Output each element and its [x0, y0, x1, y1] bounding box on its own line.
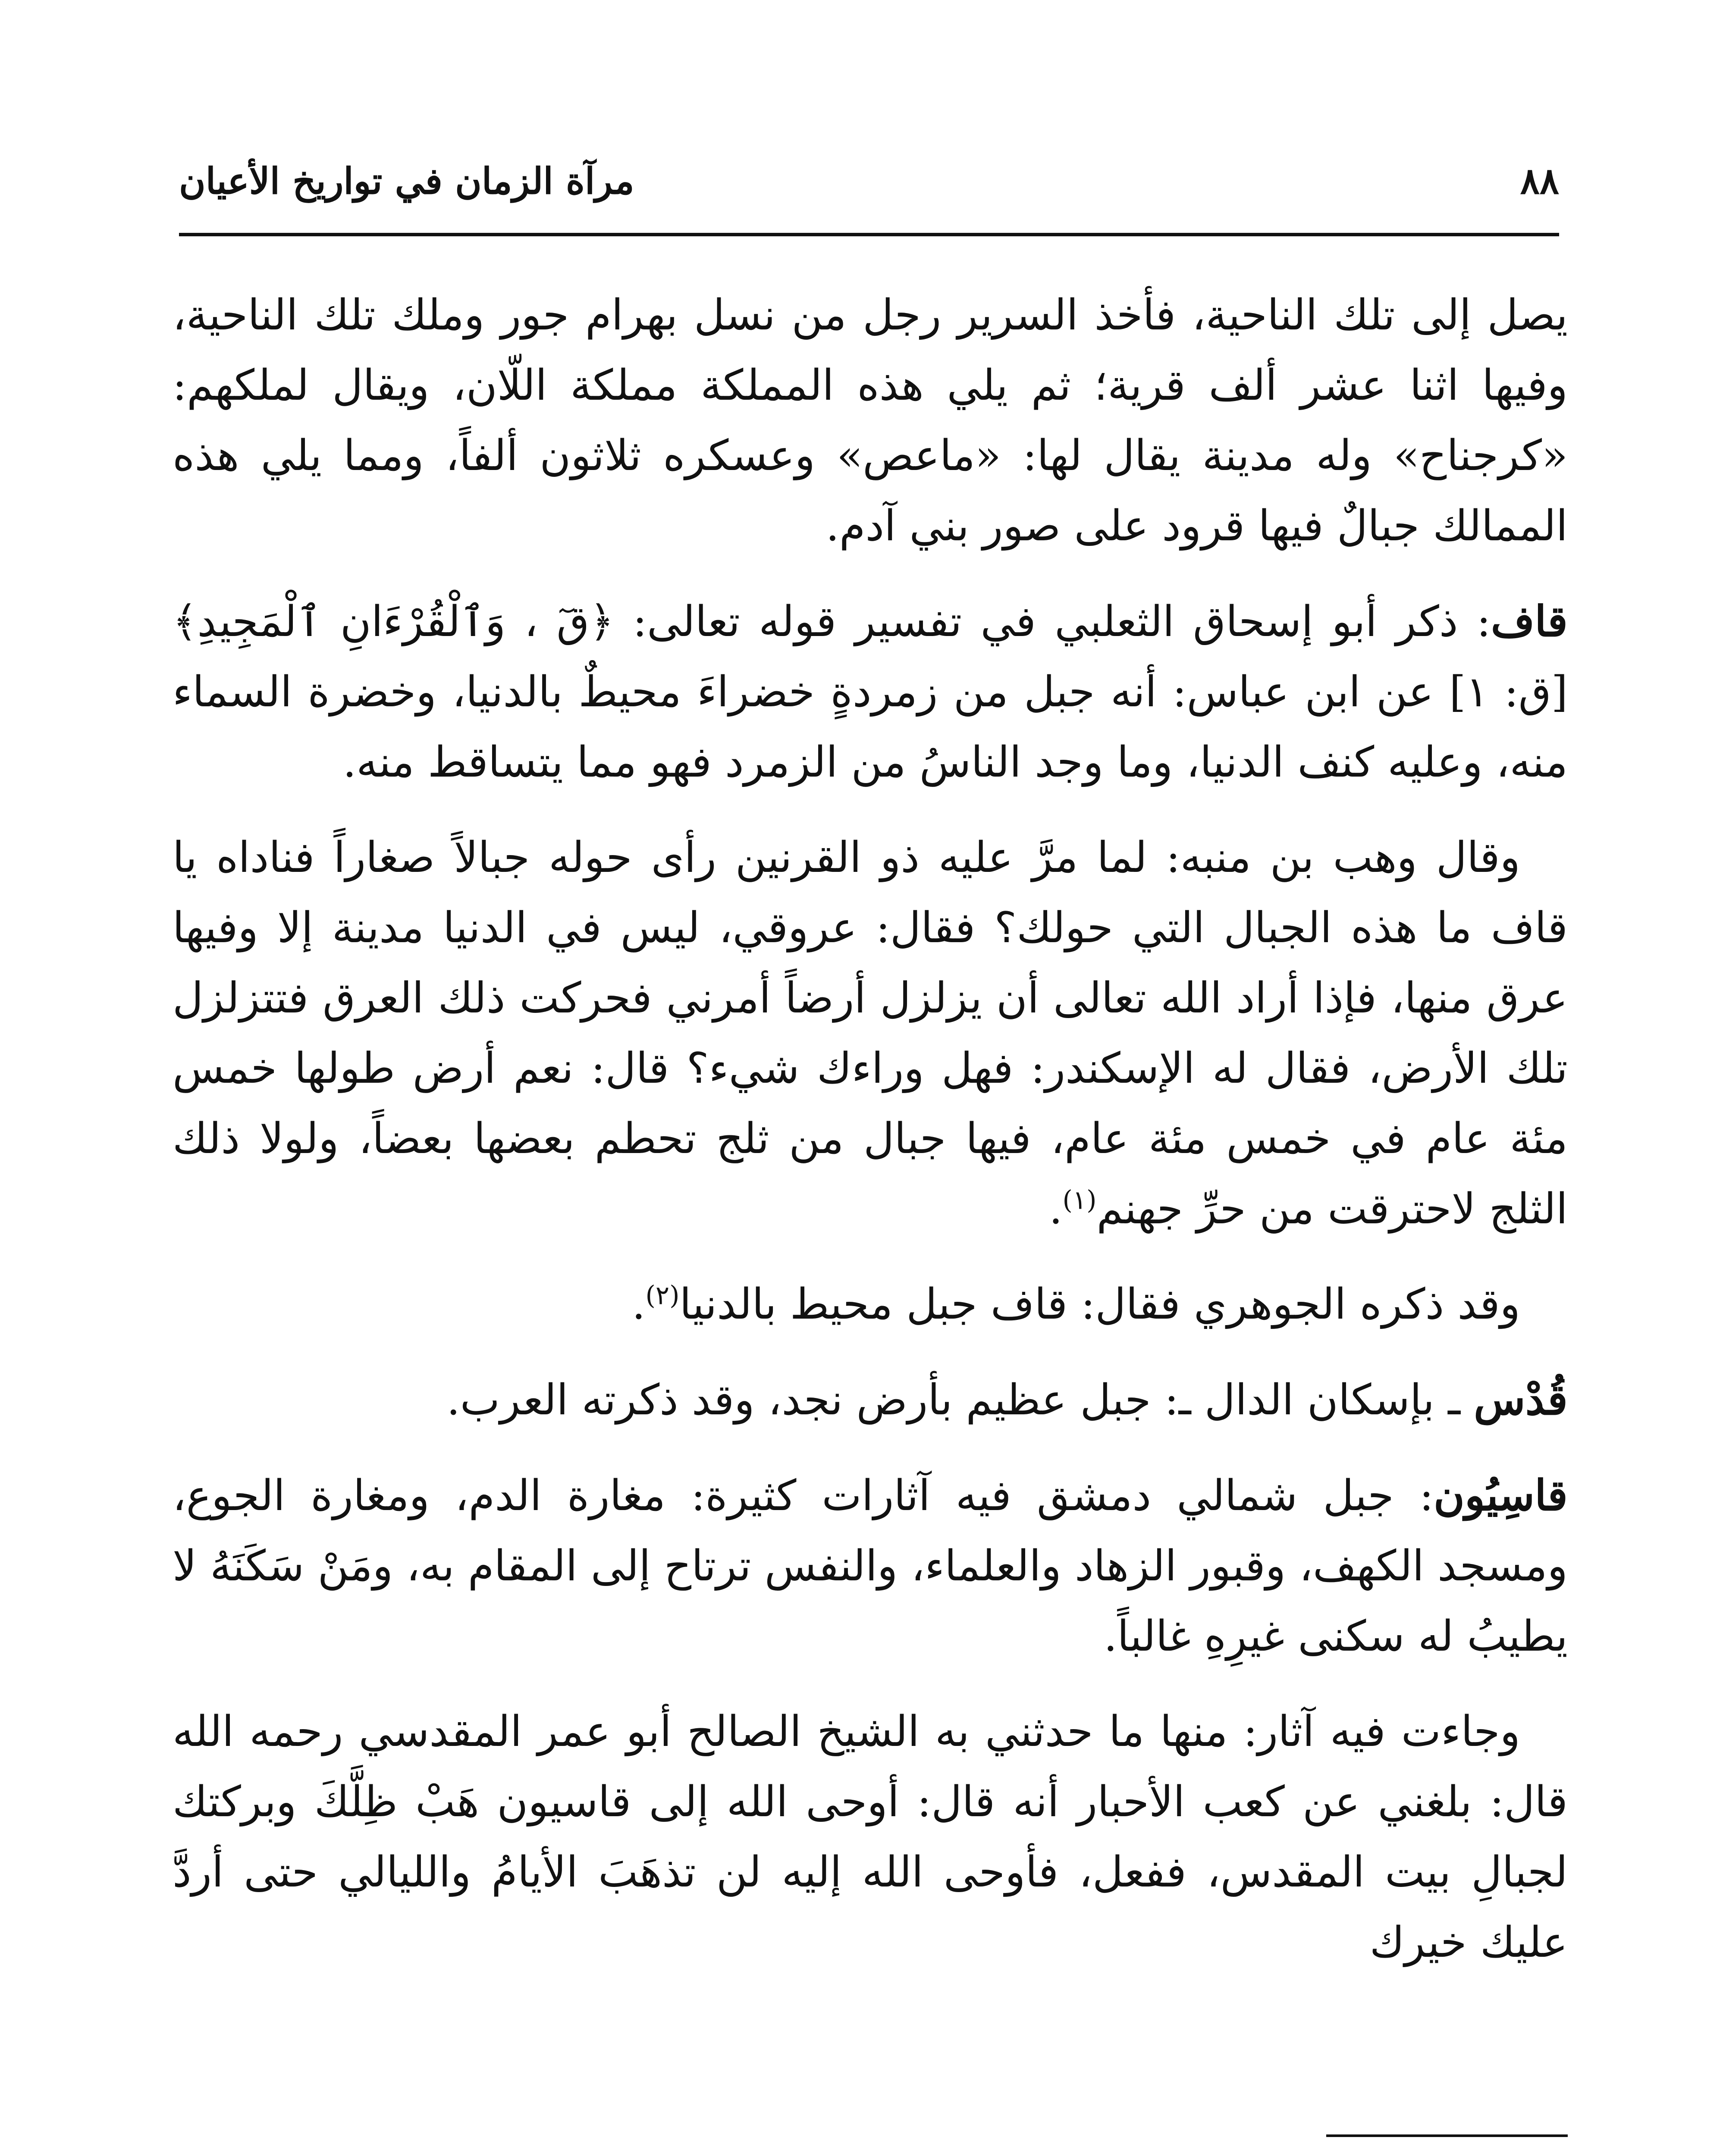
running-title: مرآة الزمان في تواريخ الأعيان [179, 160, 634, 202]
entry-term: قُدْس [1474, 1375, 1568, 1425]
paragraph-text: وقال وهب بن منبه: لما مرَّ عليه ذو القرنين رأى حوله جبالاً صغاراً فناداه يا قاف ما هذه الجبال التي حولك؟ فقال: عروقي، ليس في الدنيا مدينة إلا وفيها عرق منها، فإذا أراد الله تعالى أن يزلزل أرضاً أمرني فحركت ذلك العرق فتتزلزل تلك الأرض، فقال له الإسكندر: فهل وراءك شيء؟ قال: نعم أرض طولها خمس مئة عام في خمس مئة عام، فيها جبال من ثلج تحطم بعضها بعضاً، ولولا ذلك الثلج لاحترقت من حرِّ جهنم [173, 833, 1568, 1234]
entry-qasiyun [173, 1460, 1568, 1672]
entry-term: قاف [1491, 597, 1568, 646]
paragraph-text: وقد ذكره الجوهري فقال: قاف جبل محيط بالدنيا [679, 1280, 1520, 1329]
footnote-divider [1326, 2134, 1568, 2137]
footnote-marker: (٢) [645, 1280, 680, 1311]
entry-text: : ذكر أبو إسحاق الثعلبي في تفسير قوله تعالى: ﴿قٓ ، وَٱلْقُرْءَانِ ٱلْمَجِيدِ﴾[ق: ١] عن ابن عباس: أنه جبل من زمردةٍ خضراءَ محيطٌ بالدنيا، وخضرة السماء منه، وعليه كنف الدنيا، وما وجد الناسُ من الزمرد فهو مما يتساقط منه. [173, 597, 1568, 787]
entry-qaf [173, 586, 1568, 798]
page-header [179, 129, 1559, 236]
main-text [173, 280, 1568, 2003]
paragraph-wahb [173, 823, 1568, 1244]
paragraph-athar [173, 1697, 1568, 1978]
entry-quds [173, 1365, 1568, 1435]
paragraph-text: يصل إلى تلك الناحية، فأخذ السرير رجل من نسل بهرام جور وملك تلك الناحية، وفيها اثنا عشر ألف قرية؛ ثم يلي هذه المملكة مملكة اللّان، ويقال لملكهم: «كرجناح» وله مدينة يقال لها: «ماعص» وعسكره ثلاثون ألفاً، ومما يلي هذه الممالك جبالٌ فيها قرود على صور بني آدم. [173, 291, 1568, 551]
paragraph-ending: . [1049, 1185, 1063, 1234]
paragraph-ending: . [632, 1280, 646, 1329]
paragraph-jawhari [173, 1269, 1568, 1340]
entry-text: ـ بإسكان الدال ـ: جبل عظيم بأرض نجد، وقد ذكرته العرب. [446, 1376, 1474, 1425]
paragraph-text: وجاءت فيه آثار: منها ما حدثني به الشيخ الصالح أبو عمر المقدسي رحمه الله قال: بلغني عن كعب الأحبار أنه قال: أوحى الله إلى قاسيون هَبْ ظِلَّكَ وبركتك لجبالِ بيت المقدس، ففعل، فأوحى الله إليه لن تذهَبَ الأيامُ والليالي حتى أردَّ عليك خيرك [173, 1707, 1568, 1967]
footnote-marker: (١) [1062, 1185, 1097, 1216]
entry-term: قاسِيُون [1434, 1471, 1568, 1520]
paragraph-1 [173, 280, 1568, 561]
page-number: ٨٨ [1520, 160, 1559, 202]
entry-text: : جبل شمالي دمشق فيه آثارات كثيرة: مغارة الدم، ومغارة الجوع، ومسجد الكهف، وقبور الزهاد والعلماء، والنفس ترتاح إلى المقام به، ومَنْ سَكَنَهُ لا يطيبُ له سكنى غيرِهِ غالباً. [173, 1471, 1568, 1661]
